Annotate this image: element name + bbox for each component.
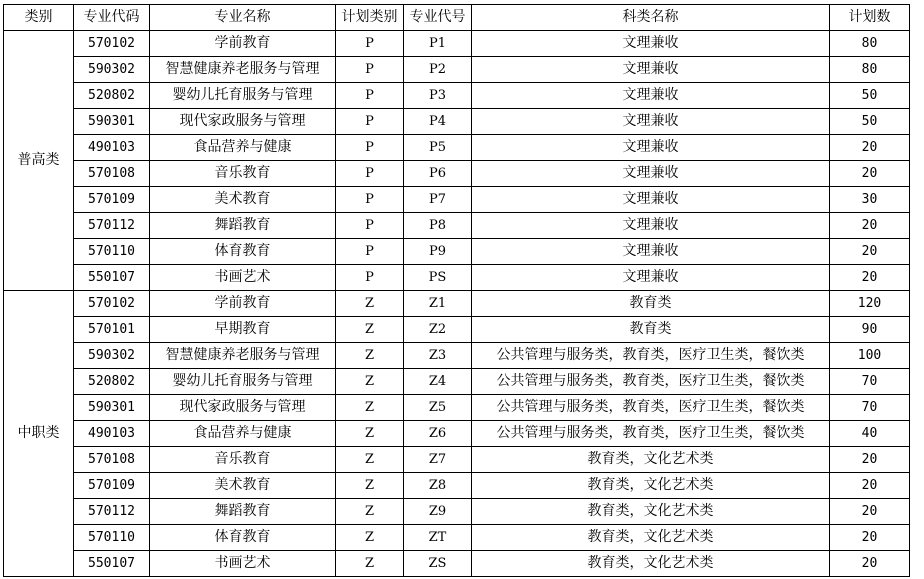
plan-type-cell: Z <box>336 421 404 447</box>
plan-count-cell: 50 <box>830 109 910 135</box>
major-name-cell: 食品营养与健康 <box>150 421 336 447</box>
major-code-cell: 570102 <box>74 31 150 57</box>
enrollment-plan-table <box>3 4 910 577</box>
header-major-code: 专业代码 <box>74 5 150 31</box>
plan-type-cell: P <box>336 187 404 213</box>
major-name-cell: 美术教育 <box>150 187 336 213</box>
subject-name-cell: 公共管理与服务类，教育类，医疗卫生类，餐饮类 <box>472 369 830 395</box>
major-code-cell: 550107 <box>74 551 150 577</box>
header-plan-type: 计划类别 <box>336 5 404 31</box>
major-id-cell: Z4 <box>404 369 472 395</box>
major-id-cell: P1 <box>404 31 472 57</box>
table-row <box>4 265 910 291</box>
plan-type-cell: P <box>336 213 404 239</box>
plan-type-cell: P <box>336 83 404 109</box>
major-id-cell: ZT <box>404 525 472 551</box>
subject-name-cell: 文理兼收 <box>472 161 830 187</box>
major-code-cell: 570110 <box>74 525 150 551</box>
subject-name-cell: 公共管理与服务类，教育类，医疗卫生类，餐饮类 <box>472 421 830 447</box>
major-name-cell: 音乐教育 <box>150 447 336 473</box>
major-code-cell: 570112 <box>74 213 150 239</box>
plan-type-cell: P <box>336 239 404 265</box>
subject-name-cell: 教育类，文化艺术类 <box>472 525 830 551</box>
table-row <box>4 291 910 317</box>
major-name-cell: 食品营养与健康 <box>150 135 336 161</box>
table-row <box>4 343 910 369</box>
plan-count-cell: 20 <box>830 473 910 499</box>
plan-type-cell: Z <box>336 317 404 343</box>
header-category: 类别 <box>4 5 74 31</box>
plan-type-cell: Z <box>336 369 404 395</box>
subject-name-cell: 教育类 <box>472 291 830 317</box>
table-row <box>4 213 910 239</box>
major-name-cell: 现代家政服务与管理 <box>150 109 336 135</box>
major-id-cell: P6 <box>404 161 472 187</box>
table-row <box>4 499 910 525</box>
major-code-cell: 570109 <box>74 473 150 499</box>
table-row <box>4 83 910 109</box>
plan-count-cell: 90 <box>830 317 910 343</box>
plan-type-cell: Z <box>336 291 404 317</box>
plan-count-cell: 50 <box>830 83 910 109</box>
header-major-id: 专业代号 <box>404 5 472 31</box>
major-id-cell: Z7 <box>404 447 472 473</box>
major-code-cell: 570108 <box>74 161 150 187</box>
plan-type-cell: Z <box>336 395 404 421</box>
subject-name-cell: 教育类，文化艺术类 <box>472 447 830 473</box>
major-code-cell: 570109 <box>74 187 150 213</box>
major-name-cell: 智慧健康养老服务与管理 <box>150 57 336 83</box>
major-name-cell: 学前教育 <box>150 291 336 317</box>
subject-name-cell: 文理兼收 <box>472 57 830 83</box>
major-code-cell: 490103 <box>74 421 150 447</box>
table-row <box>4 551 910 577</box>
subject-name-cell: 公共管理与服务类，教育类，医疗卫生类，餐饮类 <box>472 343 830 369</box>
plan-count-cell: 20 <box>830 213 910 239</box>
major-name-cell: 音乐教育 <box>150 161 336 187</box>
major-id-cell: P4 <box>404 109 472 135</box>
table-row <box>4 369 910 395</box>
header-plan-count: 计划数 <box>830 5 910 31</box>
subject-name-cell: 文理兼收 <box>472 187 830 213</box>
table-row <box>4 57 910 83</box>
table-row <box>4 317 910 343</box>
plan-type-cell: Z <box>336 343 404 369</box>
major-name-cell: 智慧健康养老服务与管理 <box>150 343 336 369</box>
major-id-cell: Z5 <box>404 395 472 421</box>
subject-name-cell: 公共管理与服务类，教育类，医疗卫生类，餐饮类 <box>472 395 830 421</box>
table-row <box>4 473 910 499</box>
major-code-cell: 570102 <box>74 291 150 317</box>
major-id-cell: P9 <box>404 239 472 265</box>
plan-count-cell: 20 <box>830 161 910 187</box>
major-name-cell: 书画艺术 <box>150 551 336 577</box>
subject-name-cell: 文理兼收 <box>472 239 830 265</box>
plan-type-cell: Z <box>336 525 404 551</box>
plan-count-cell: 20 <box>830 499 910 525</box>
major-id-cell: Z2 <box>404 317 472 343</box>
plan-count-cell: 30 <box>830 187 910 213</box>
plan-type-cell: P <box>336 31 404 57</box>
category-cell: 普高类 <box>4 31 74 291</box>
major-code-cell: 590301 <box>74 395 150 421</box>
subject-name-cell: 文理兼收 <box>472 265 830 291</box>
plan-count-cell: 20 <box>830 551 910 577</box>
plan-count-cell: 120 <box>830 291 910 317</box>
major-code-cell: 490103 <box>74 135 150 161</box>
major-code-cell: 570110 <box>74 239 150 265</box>
header-row <box>4 5 910 31</box>
plan-count-cell: 80 <box>830 57 910 83</box>
major-code-cell: 590301 <box>74 109 150 135</box>
subject-name-cell: 文理兼收 <box>472 109 830 135</box>
major-id-cell: P2 <box>404 57 472 83</box>
major-code-cell: 570108 <box>74 447 150 473</box>
subject-name-cell: 教育类 <box>472 317 830 343</box>
header-major-name: 专业名称 <box>150 5 336 31</box>
major-name-cell: 婴幼儿托育服务与管理 <box>150 369 336 395</box>
plan-type-cell: P <box>336 265 404 291</box>
major-id-cell: Z6 <box>404 421 472 447</box>
major-code-cell: 570101 <box>74 317 150 343</box>
major-id-cell: P8 <box>404 213 472 239</box>
major-name-cell: 体育教育 <box>150 525 336 551</box>
major-id-cell: PS <box>404 265 472 291</box>
table-row <box>4 395 910 421</box>
category-cell: 中职类 <box>4 291 74 577</box>
major-code-cell: 590302 <box>74 343 150 369</box>
subject-name-cell: 文理兼收 <box>472 213 830 239</box>
table-row <box>4 421 910 447</box>
subject-name-cell: 教育类，文化艺术类 <box>472 473 830 499</box>
plan-count-cell: 40 <box>830 421 910 447</box>
major-name-cell: 体育教育 <box>150 239 336 265</box>
major-id-cell: P3 <box>404 83 472 109</box>
subject-name-cell: 文理兼收 <box>472 135 830 161</box>
header-subject-name: 科类名称 <box>472 5 830 31</box>
plan-type-cell: P <box>336 135 404 161</box>
plan-count-cell: 20 <box>830 525 910 551</box>
plan-type-cell: P <box>336 109 404 135</box>
major-code-cell: 520802 <box>74 369 150 395</box>
table-row <box>4 187 910 213</box>
plan-count-cell: 70 <box>830 369 910 395</box>
major-name-cell: 舞蹈教育 <box>150 213 336 239</box>
subject-name-cell: 文理兼收 <box>472 83 830 109</box>
table-row <box>4 161 910 187</box>
plan-count-cell: 20 <box>830 239 910 265</box>
major-name-cell: 现代家政服务与管理 <box>150 395 336 421</box>
major-name-cell: 早期教育 <box>150 317 336 343</box>
major-name-cell: 书画艺术 <box>150 265 336 291</box>
plan-type-cell: Z <box>336 447 404 473</box>
table-row <box>4 135 910 161</box>
major-id-cell: P5 <box>404 135 472 161</box>
major-id-cell: P7 <box>404 187 472 213</box>
plan-type-cell: Z <box>336 473 404 499</box>
table-row <box>4 447 910 473</box>
plan-type-cell: P <box>336 57 404 83</box>
major-code-cell: 520802 <box>74 83 150 109</box>
plan-count-cell: 20 <box>830 135 910 161</box>
subject-name-cell: 文理兼收 <box>472 31 830 57</box>
table-row <box>4 109 910 135</box>
plan-count-cell: 70 <box>830 395 910 421</box>
major-code-cell: 550107 <box>74 265 150 291</box>
subject-name-cell: 教育类，文化艺术类 <box>472 499 830 525</box>
plan-count-cell: 20 <box>830 447 910 473</box>
plan-type-cell: Z <box>336 551 404 577</box>
major-id-cell: Z9 <box>404 499 472 525</box>
table-row <box>4 525 910 551</box>
plan-count-cell: 20 <box>830 265 910 291</box>
major-id-cell: ZS <box>404 551 472 577</box>
table-row <box>4 31 910 57</box>
plan-type-cell: P <box>336 161 404 187</box>
plan-type-cell: Z <box>336 499 404 525</box>
major-id-cell: Z3 <box>404 343 472 369</box>
plan-count-cell: 80 <box>830 31 910 57</box>
table-row <box>4 239 910 265</box>
major-code-cell: 590302 <box>74 57 150 83</box>
major-code-cell: 570112 <box>74 499 150 525</box>
major-name-cell: 婴幼儿托育服务与管理 <box>150 83 336 109</box>
major-id-cell: Z8 <box>404 473 472 499</box>
major-id-cell: Z1 <box>404 291 472 317</box>
major-name-cell: 舞蹈教育 <box>150 499 336 525</box>
table-body <box>4 31 910 577</box>
major-name-cell: 美术教育 <box>150 473 336 499</box>
subject-name-cell: 教育类，文化艺术类 <box>472 551 830 577</box>
plan-count-cell: 100 <box>830 343 910 369</box>
major-name-cell: 学前教育 <box>150 31 336 57</box>
